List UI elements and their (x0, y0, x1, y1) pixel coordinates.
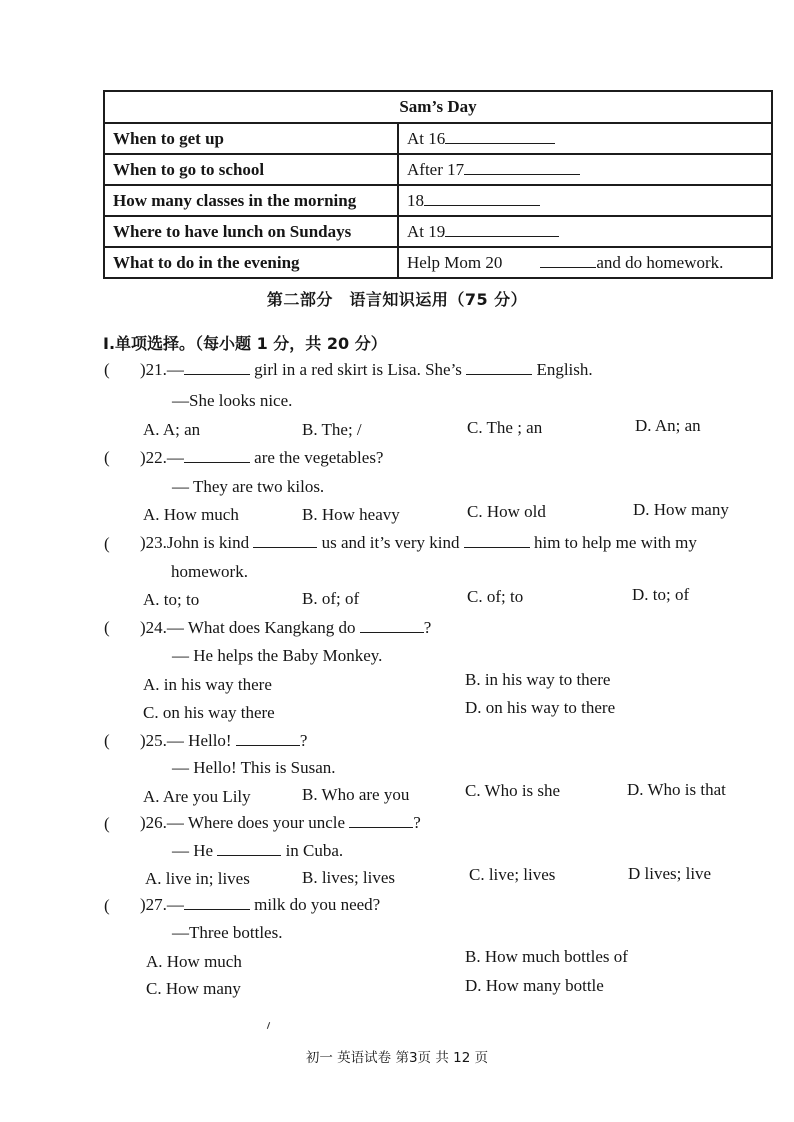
option-b: B. How much bottles of (465, 947, 628, 966)
option-b: B. How heavy (302, 505, 400, 524)
table-question: How many classes in the morning (104, 185, 398, 216)
table-answer (398, 185, 772, 216)
option-c: C. How old (467, 502, 546, 521)
table-question: When to go to school (104, 154, 398, 185)
answer-paren: ( (104, 896, 110, 915)
option-c: C. live; lives (469, 865, 556, 884)
stem-text: him to help me with my (533, 533, 697, 552)
table-answer (398, 247, 772, 278)
table-title-row (104, 91, 772, 123)
answer-blank (466, 359, 532, 375)
stem-text: are the vegetables? (254, 448, 384, 467)
option-c: C. of; to (467, 587, 524, 606)
option-c: C. on his way there (143, 703, 275, 722)
table-row (104, 216, 772, 247)
answer-blank (360, 617, 424, 633)
option-a: A. How much (143, 505, 239, 524)
option-a: A. in his way there (143, 675, 272, 694)
option-d: D. to; of (632, 585, 690, 604)
stem-text: ? (299, 731, 308, 750)
sams-day-table (103, 90, 773, 279)
option-d: D. on his way to there (465, 698, 616, 717)
option-b: B. in his way to there (465, 670, 611, 689)
option-d: D. An; an (635, 416, 701, 435)
answer-prefix: 18 (407, 190, 424, 210)
table-row (104, 123, 772, 154)
answer-prefix: At 16 (407, 128, 446, 148)
table-question: Where to have lunch on Sundays (104, 216, 398, 247)
answer-blank (184, 359, 250, 375)
answer-prefix: Help Mom 20 (407, 252, 503, 272)
stem-continuation: homework. (171, 562, 248, 581)
dialogue-reply: — They are two kilos. (172, 477, 325, 496)
option-c: C. Who is she (465, 781, 561, 800)
answer-blank (184, 447, 250, 463)
reply-text: in Cuba. (285, 841, 344, 860)
option-d: D lives; live (628, 864, 712, 883)
table-answer (398, 123, 772, 154)
part-heading: I.单项选择。（每小题 1 分，共 20 分） (103, 334, 387, 353)
stem-text: ? (413, 813, 421, 832)
answer-paren: ( (104, 814, 110, 833)
answer-paren: ( (104, 360, 110, 379)
answer-prefix: At 19 (407, 221, 446, 241)
option-d: D. How many bottle (465, 976, 604, 995)
stem-text: ? (423, 618, 432, 637)
answer-paren: ( (104, 618, 110, 637)
option-c: C. The ; an (467, 418, 543, 437)
option-d: D. How many (633, 500, 729, 519)
table-title: Sam’s Day (104, 91, 772, 123)
option-a: A. How much (146, 952, 242, 971)
option-c: C. How many (146, 979, 241, 998)
answer-suffix: and do homework. (596, 252, 724, 272)
question-stem (140, 894, 380, 916)
question-number: )23.John is kind (140, 533, 250, 552)
question-stem (140, 532, 697, 554)
answer-paren: ( (104, 448, 110, 467)
section-title: 第二部分 语言知识运用（75 分） (266, 290, 528, 309)
option-a: A. to; to (143, 590, 200, 609)
stem-text: us and it’s very kind (321, 533, 460, 552)
question-stem (140, 447, 383, 469)
question-number: )27.— (140, 895, 184, 914)
answer-blank (253, 532, 317, 548)
dialogue-reply: —Three bottles. (172, 923, 283, 942)
table-answer (398, 216, 772, 247)
table-row (104, 185, 772, 216)
answer-blank (184, 894, 250, 910)
question-stem (140, 730, 307, 752)
stem-text: English. (536, 360, 593, 379)
answer-blank (464, 532, 530, 548)
answer-paren: ( (104, 534, 110, 553)
option-d: D. Who is that (627, 780, 726, 799)
stem-text: girl in a red skirt is Lisa. She’s (254, 360, 462, 379)
table-answer (398, 154, 772, 185)
option-a: A. Are you Lily (143, 787, 251, 806)
table-row (104, 154, 772, 185)
answer-paren: ( (104, 731, 110, 750)
answer-blank (349, 812, 413, 828)
answer-blank (445, 221, 559, 237)
answer-blank (236, 730, 300, 746)
question-number: )25.— Hello! (140, 731, 232, 750)
question-number: )22.— (140, 448, 184, 467)
question-number: )21.— (140, 360, 184, 379)
question-number: )26.— Where does your uncle (140, 813, 346, 832)
question-stem (140, 812, 421, 834)
page-footer: 初一 英语试卷 第3页 共 12 页 (305, 1050, 489, 1066)
table-row (104, 247, 772, 278)
option-b: B. lives; lives (302, 868, 396, 887)
table-question: What to do in the evening (104, 247, 398, 278)
question-stem (140, 359, 593, 381)
dialogue-reply: — He helps the Baby Monkey. (172, 646, 383, 665)
option-b: B. The; / (302, 420, 362, 439)
dialogue-reply: —She looks nice. (172, 391, 293, 410)
table-question: When to get up (104, 123, 398, 154)
answer-blank (464, 159, 580, 175)
stem-text: milk do you need? (254, 895, 381, 914)
option-a: A. A; an (143, 420, 201, 439)
answer-blank (445, 128, 555, 144)
answer-blank (424, 190, 540, 206)
question-number: )24.— What does Kangkang do (140, 618, 356, 637)
dialogue-reply: — Hello! This is Susan. (172, 758, 336, 777)
answer-prefix: After 17 (407, 159, 465, 179)
question-stem (140, 617, 431, 639)
stray-mark (267, 1022, 270, 1029)
answer-blank (217, 840, 281, 856)
dialogue-reply (172, 840, 343, 862)
option-a: A. live in; lives (145, 869, 250, 888)
answer-blank (540, 252, 596, 268)
option-b: B. Who are you (302, 785, 410, 804)
option-b: B. of; of (302, 589, 360, 608)
reply-text: — He (172, 841, 214, 860)
